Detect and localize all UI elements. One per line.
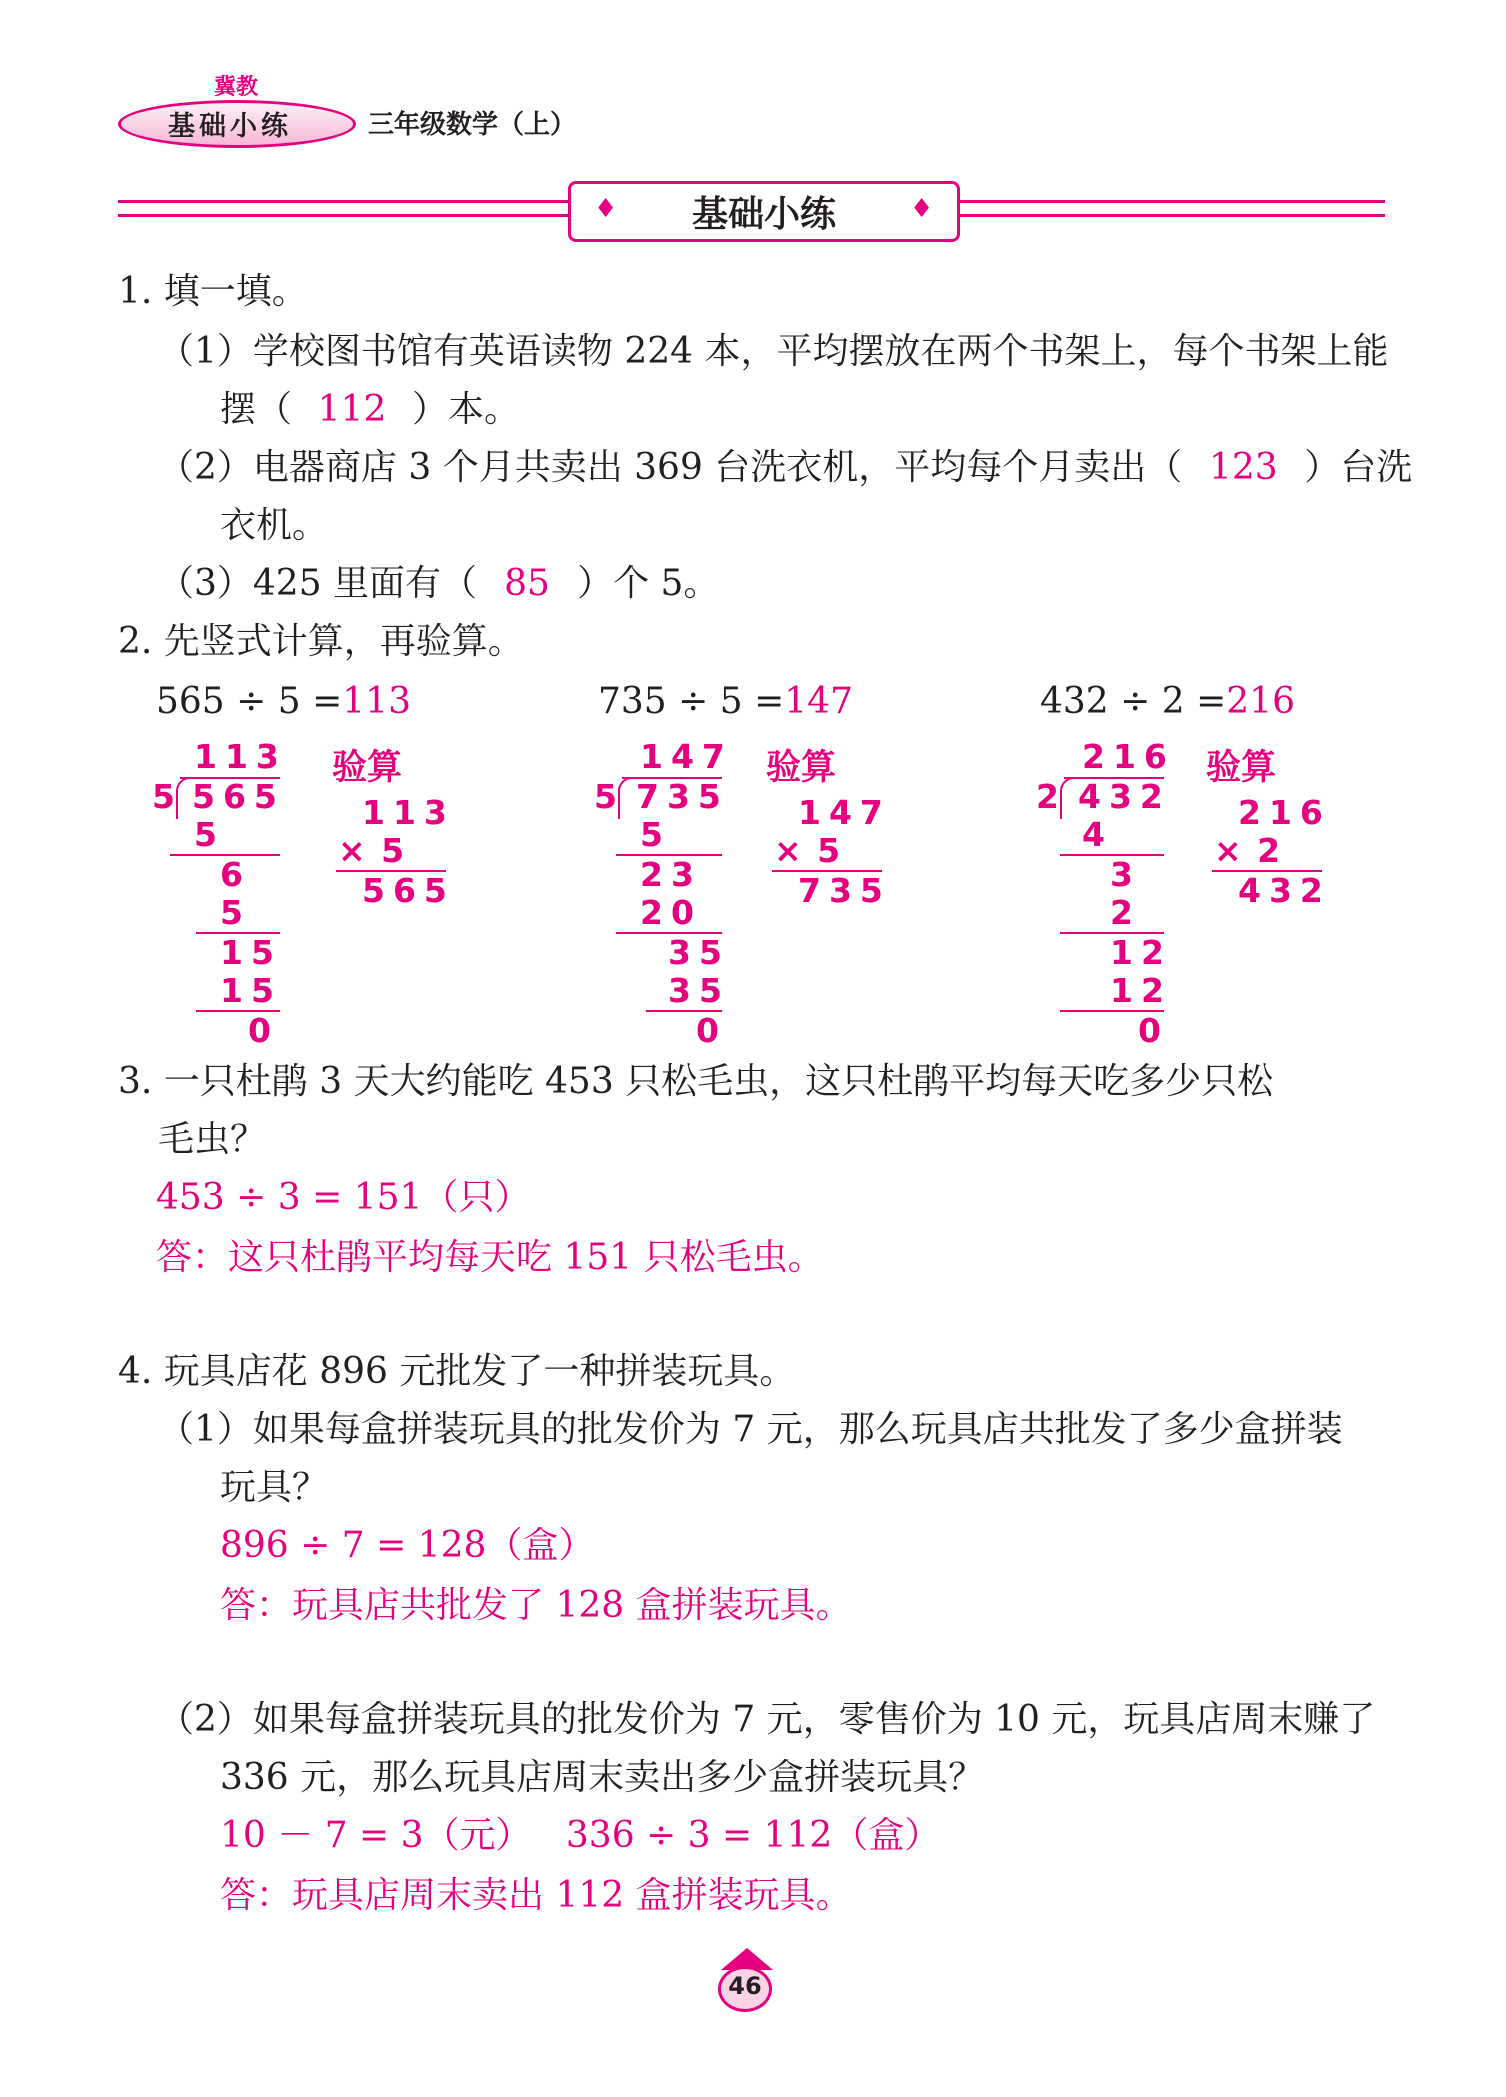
q2-problem-2-check-result: 735 (798, 871, 891, 910)
q2-problem-1-check-result: 565 (362, 871, 455, 910)
q2-problem-3-check-result: 432 (1238, 871, 1331, 910)
q4-part2-calc: 10 － 7 = 3（元） 336 ÷ 3 = 112（盒） (220, 1815, 941, 1856)
q2-problem-3-step: 2 (1110, 893, 1141, 932)
q1-part2-line2: 衣机。 (220, 505, 329, 546)
q2-problem-2-check-top: 147 (798, 793, 891, 832)
q2-problem-3-expr: 432 ÷ 2 = (1040, 681, 1227, 722)
q2-problem-1-step: 5 (220, 893, 251, 932)
q1-part2-answer: 123 (1208, 447, 1278, 488)
q2-problem-1-expression (156, 680, 411, 724)
q2-problem-3-check-top: 216 (1238, 793, 1331, 832)
q4-part1-line2: 玩具？ (220, 1467, 329, 1508)
q2-problem-3-result: 216 (1226, 681, 1295, 722)
q2-problem-2-quotient: 147 (640, 737, 733, 776)
q2-problem-3-check-label: 验算 (1206, 748, 1277, 788)
diamond-icon: ♦ (594, 194, 618, 224)
q2-problem-1-check-mult: × 5 (338, 831, 407, 870)
q2-problem-2-check-mult: × 5 (774, 831, 843, 870)
q2-problem-2-divisor: 5 (594, 777, 625, 816)
q2-problem-3-divisor: 2 (1036, 777, 1067, 816)
q4-part2-answer: 答：玩具店周末卖出 112 盒拼装玩具。 (220, 1875, 852, 1916)
q1-part1-prefix: 摆（ (220, 389, 293, 430)
brand-label: 基础小练 (168, 111, 292, 142)
q4-part2-line2: 336 元，那么玩具店周末卖出多少盒拼装玩具？ (220, 1757, 985, 1798)
q2-problem-1-result: 113 (342, 681, 411, 722)
banner-stripe (118, 200, 570, 203)
banner-stripe (957, 214, 1385, 217)
q2-problem-2-expression (598, 680, 853, 724)
q2-problem-2-step: 0 (696, 1011, 727, 1050)
q4-part1-line1: （1）如果每盒拼装玩具的批发价为 7 元，那么玩具店共批发了多少盒拼装 (158, 1409, 1343, 1450)
q3-answer-calc: 453 ÷ 3 = 151（只） (156, 1177, 531, 1218)
q2-problem-1-step: 6 (220, 855, 251, 894)
q4-part2-line1: （2）如果每盒拼装玩具的批发价为 7 元，零售价为 10 元，玩具店周末赚了 (158, 1699, 1376, 1740)
q2-problem-2-step: 5 (640, 815, 671, 854)
q1-title: 1. 填一填。 (118, 271, 308, 312)
q2-problem-1-check-top: 113 (362, 793, 455, 832)
q1-part2-prefix: （2）电器商店 3 个月共卖出 369 台洗衣机，平均每个月卖出（ (158, 447, 1183, 488)
q2-problem-2-dividend: 735 (636, 777, 729, 816)
page-number: 46 (728, 1972, 762, 2000)
q1-part3-suffix: ）个 5。 (577, 563, 720, 604)
q1-part3-answer: 85 (504, 563, 550, 604)
q4-title: 4. 玩具店花 896 元批发了一种拼装玩具。 (118, 1351, 796, 1392)
grade-label: 三年级数学（上） (368, 110, 577, 140)
q2-problem-2-step: 35 (668, 971, 730, 1010)
q2-problem-3-step: 3 (1110, 855, 1141, 894)
q2-problem-3-step: 12 (1110, 933, 1172, 972)
diamond-icon: ♦ (910, 194, 934, 224)
q1-part3-prefix: （3）425 里面有（ (158, 563, 478, 604)
q2-problem-2-step: 23 (640, 855, 702, 894)
q3-answer-text: 答：这只杜鹃平均每天吃 151 只松毛虫。 (156, 1237, 824, 1278)
q2-problem-2-step: 20 (640, 893, 702, 932)
q2-title: 2. 先竖式计算，再验算。 (118, 621, 524, 662)
q2-problem-1-step: 0 (248, 1011, 279, 1050)
q1-part1-line1: （1）学校图书馆有英语读物 224 本，平均摆放在两个书架上，每个书架上能 (158, 331, 1389, 372)
q2-problem-3-check-mult: × 2 (1214, 831, 1283, 870)
q3-line2: 毛虫？ (158, 1119, 267, 1160)
q2-problem-1-expr: 565 ÷ 5 = (156, 681, 343, 722)
q2-problem-2-expr: 735 ÷ 5 = (598, 681, 785, 722)
publisher-label: 冀教 (214, 75, 259, 100)
q2-problem-1-step: 15 (220, 933, 282, 972)
q4-part1-calc: 896 ÷ 7 = 128（盒） (220, 1525, 595, 1566)
q2-problem-1-step: 5 (194, 815, 225, 854)
q2-problem-1-step: 15 (220, 971, 282, 1010)
banner-title: 基础小练 (691, 194, 836, 235)
q2-problem-3-step: 0 (1138, 1011, 1169, 1050)
q1-part1-answer: 112 (317, 389, 387, 430)
q2-problem-1-divisor: 5 (152, 777, 183, 816)
banner-stripe (118, 214, 570, 217)
q2-problem-3-step: 12 (1110, 971, 1172, 1010)
q3-line1: 3. 一只杜鹃 3 天大约能吃 453 只松毛虫，这只杜鹃平均每天吃多少只松 (118, 1061, 1274, 1102)
q2-problem-2-result: 147 (784, 681, 853, 722)
q2-problem-1-dividend: 565 (192, 777, 285, 816)
banner-stripe (957, 200, 1385, 203)
q2-problem-2-step: 35 (668, 933, 730, 972)
q2-problem-1-check-label: 验算 (332, 748, 403, 788)
q2-problem-3-step: 4 (1082, 815, 1113, 854)
q1-part2-suffix: ）台洗 (1304, 447, 1413, 488)
q2-problem-3-dividend: 432 (1078, 777, 1171, 816)
q2-problem-3-quotient: 216 (1082, 737, 1175, 776)
q2-problem-3-expression (1040, 680, 1295, 724)
q2-problem-2-check-label: 验算 (766, 748, 837, 788)
q4-part1-answer: 答：玩具店共批发了 128 盒拼装玩具。 (220, 1585, 852, 1626)
q2-problem-1-quotient: 113 (194, 737, 287, 776)
q1-part1-suffix: ）本。 (412, 389, 521, 430)
